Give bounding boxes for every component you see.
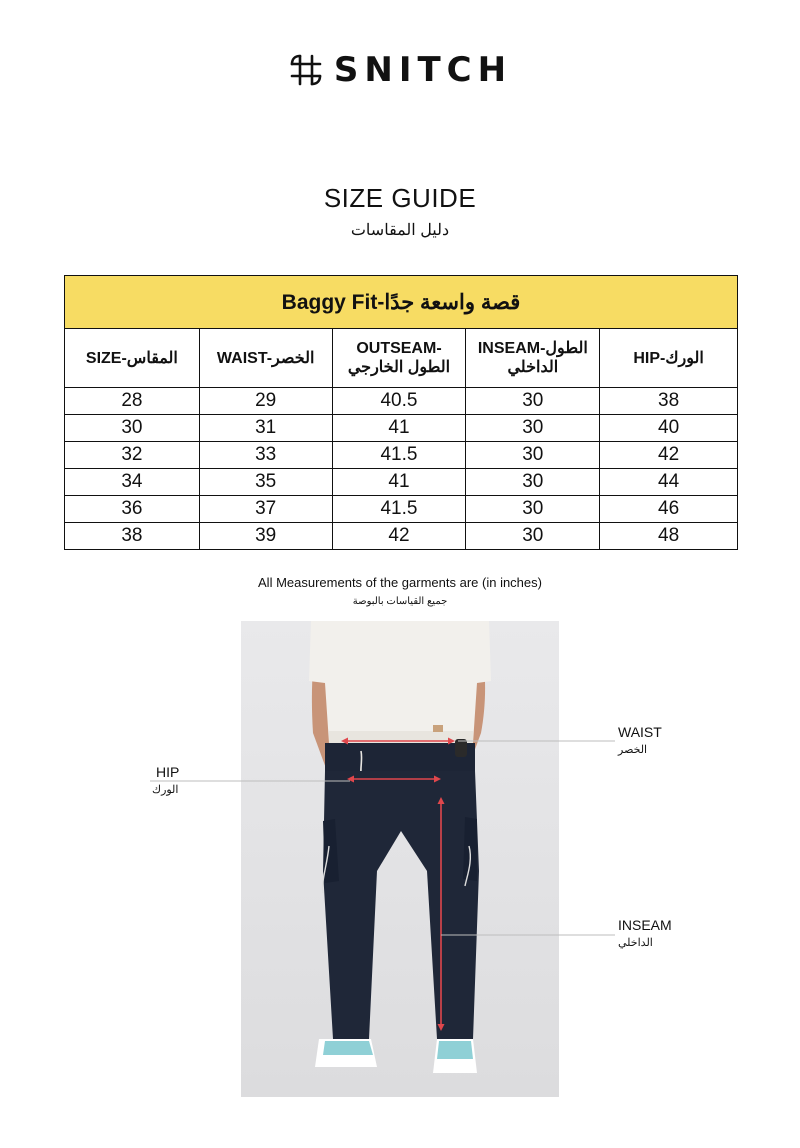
table-cell: 38 — [65, 523, 200, 550]
column-header-hip-label: HIP-الورك — [633, 349, 704, 367]
column-header-inseam-line1: INSEAM-الطول — [477, 340, 588, 357]
table-cell: 39 — [199, 523, 332, 550]
table-row — [65, 415, 738, 442]
table-row — [65, 388, 738, 415]
fit-label: Baggy Fit-قصة واسعة جدًا — [281, 290, 521, 314]
table-cell: 41.5 — [332, 496, 466, 523]
measurement-note-arabic: جميع القياسات بالبوصة — [352, 596, 448, 607]
column-header-outseam — [332, 329, 466, 388]
column-header-hip — [600, 329, 738, 388]
table-cell: 34 — [65, 469, 200, 496]
table-cell: 29 — [199, 388, 332, 415]
waist-label-arabic: الخصر — [618, 744, 648, 756]
table-row — [65, 442, 738, 469]
column-header-outseam-line2: الطول الخارجي — [347, 359, 451, 376]
table-cell: 30 — [466, 469, 600, 496]
fit-header — [65, 276, 738, 329]
table-cell: 42 — [600, 442, 738, 469]
table-cell: 42 — [332, 523, 466, 550]
measurement-note: All Measurements of the garments are (in inches) — [258, 575, 542, 590]
inseam-label-arabic: الداخلي — [618, 937, 653, 949]
table-row — [65, 469, 738, 496]
table-cell: 28 — [65, 388, 200, 415]
waist-label: WAIST — [618, 724, 662, 740]
table-cell: 30 — [466, 523, 600, 550]
table-row — [65, 496, 738, 523]
table-cell: 40.5 — [332, 388, 466, 415]
table-cell: 33 — [199, 442, 332, 469]
size-table — [64, 275, 738, 550]
inseam-label: INSEAM — [618, 917, 672, 933]
hip-label-arabic: الورك — [152, 784, 179, 796]
snitch-hash-icon — [288, 52, 324, 88]
column-header-size-label: SIZE-المقاس — [85, 349, 178, 367]
table-cell: 30 — [466, 496, 600, 523]
column-header-inseam — [466, 329, 600, 388]
page-title: SIZE GUIDE — [323, 183, 477, 213]
page-subtitle-arabic: دليل المقاسات — [350, 222, 450, 239]
table-cell: 40 — [600, 415, 738, 442]
column-header-outseam-line1: OUTSEAM- — [356, 340, 442, 357]
table-cell: 35 — [199, 469, 332, 496]
table-row — [65, 523, 738, 550]
table-cell: 30 — [466, 388, 600, 415]
table-cell: 36 — [65, 496, 200, 523]
hip-label: HIP — [156, 764, 180, 780]
model-photo — [241, 621, 559, 1097]
table-cell: 44 — [600, 469, 738, 496]
table-cell: 46 — [600, 496, 738, 523]
table-cell: 41 — [332, 469, 466, 496]
column-header-waist — [199, 329, 332, 388]
table-cell: 31 — [199, 415, 332, 442]
column-header-inseam-line2: الداخلي — [507, 359, 559, 376]
column-header-row — [65, 329, 738, 388]
table-cell: 30 — [466, 415, 600, 442]
table-cell: 37 — [199, 496, 332, 523]
table-cell: 30 — [65, 415, 200, 442]
column-header-size — [65, 329, 200, 388]
brand-logo — [0, 50, 800, 90]
table-cell: 48 — [600, 523, 738, 550]
table-cell: 38 — [600, 388, 738, 415]
table-cell: 30 — [466, 442, 600, 469]
brand-name: SNITCH — [333, 50, 513, 90]
table-cell: 41.5 — [332, 442, 466, 469]
table-cell: 32 — [65, 442, 200, 469]
column-header-waist-label: WAIST-الخصر — [216, 349, 315, 367]
table-cell: 41 — [332, 415, 466, 442]
